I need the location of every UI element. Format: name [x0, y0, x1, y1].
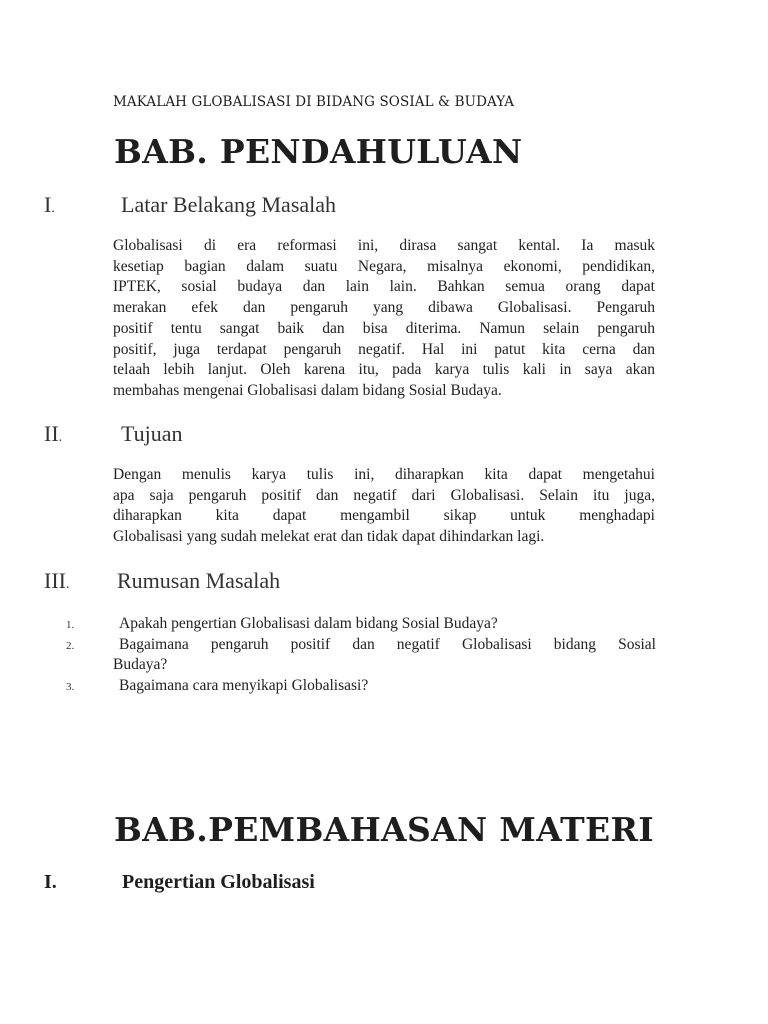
list-item-text: Bagaimana cara menyikapi Globalisasi?: [119, 676, 369, 694]
paragraph-line: membahas mengenai Globalisasi dalam bidang Sosial Budaya.: [113, 381, 502, 399]
paragraph-line: apa saja pengaruh positif dan negatif dari Globalisasi. Selain itu juga,: [113, 486, 655, 504]
paragraph-line: telaah lebih lanjut. Oleh karena itu, pada karya tulis kali in saya akan: [113, 361, 655, 379]
paragraph-line: diharapkan kita dapat mengambil sikap untuk menghadapi: [113, 507, 655, 525]
document-title: MAKALAH GLOBALISASI DI BIDANG SOSIAL & BUDAYA: [113, 94, 515, 110]
list-number: 1.: [66, 619, 75, 631]
chapter-heading-pendahuluan: BAB. PENDAHULUAN: [114, 132, 523, 171]
list-item-text: Budaya?: [113, 656, 168, 673]
paragraph-line: Globalisasi yang sudah melekat erat dan tidak dapat dihindarkan lagi.: [113, 528, 545, 546]
section-number: I.: [44, 192, 55, 217]
list-item: [66, 635, 656, 676]
chapter-heading-pembahasan-materi: BAB.PEMBAHASAN MATERI: [114, 810, 654, 849]
section-number: III.: [44, 568, 70, 593]
paragraph-line: merakan efek dan pengaruh yang dibawa Globalisasi. Pengaruh: [113, 299, 655, 317]
list-item: [66, 614, 656, 635]
section-title-latar-belakang: Latar Belakang Masalah: [121, 192, 337, 217]
section-number: II.: [44, 421, 63, 446]
section-number: I.: [44, 871, 57, 893]
section-title-pengertian-globalisasi: Pengertian Globalisasi: [122, 871, 315, 893]
section-title-tujuan: Tujuan: [121, 421, 183, 446]
paragraph-tujuan: [113, 465, 655, 548]
paragraph-latar-belakang: [113, 236, 655, 402]
numbered-list: [66, 614, 656, 696]
paragraph-line: Dengan menulis karya tulis ini, diharapkan kita dapat mengetahui: [113, 466, 655, 483]
paragraph-line: positif, juga terdapat pengaruh negatif. Hal ini patut kita cerna dan: [113, 340, 655, 358]
paragraph-line: IPTEK, sosial budaya dan lain lain. Bahkan semua orang dapat: [113, 278, 655, 296]
list-number: 2.: [66, 639, 75, 652]
paragraph-line: kesetiap bagian dalam suatu Negara, misalnya ekonomi, pendidikan,: [113, 257, 655, 275]
paragraph-line: Globalisasi di era reformasi ini, dirasa sangat kental. Ia masuk: [113, 237, 655, 254]
list-number: 3.: [66, 680, 75, 693]
list-item: [66, 676, 656, 697]
list-item-text: Bagaimana pengaruh positif dan negatif Globalisasi bidang Sosial: [119, 635, 656, 653]
section-title-rumusan-masalah: Rumusan Masalah: [117, 568, 281, 593]
paragraph-line: positif tentu sangat baik dan bisa diterima. Namun selain pengaruh: [113, 319, 655, 337]
list-item-text: Apakah pengertian Globalisasi dalam bidang Sosial Budaya?: [119, 615, 498, 632]
